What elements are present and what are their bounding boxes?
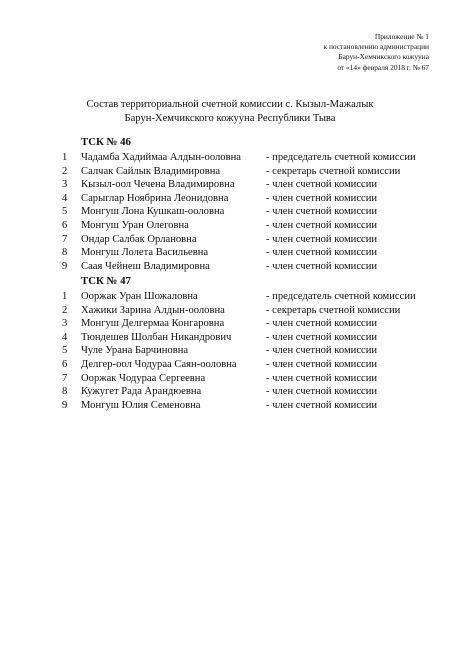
member-name: Ооржак Чодураа Сергеевна (81, 372, 206, 384)
member-row (0, 233, 460, 246)
member-role: - член счетной комиссии (266, 331, 378, 343)
appendix-line: к постановлению администрации (323, 42, 429, 52)
member-role: - член счетной комиссии (266, 318, 378, 330)
member-name: Монгуш Уран Олеговна (81, 220, 189, 231)
member-name: Тюндешев Шолбан Никандрович (81, 331, 232, 343)
section-heading: ТСК № 46 (81, 136, 131, 148)
member-role: - член счетной комиссии (266, 345, 378, 357)
appendix-line: от «14» февраля 2018 г. № 67 (337, 62, 429, 72)
member-name: Делгер-оол Чодураа Саян-ооловна (81, 359, 237, 370)
member-number: 3 (62, 318, 68, 330)
member-role: - член счетной комиссии (266, 399, 378, 411)
member-name: Ооржак Уран Шожаловна (81, 291, 198, 302)
member-row (0, 372, 460, 385)
member-number: 1 (62, 291, 68, 302)
member-number: 9 (62, 399, 68, 411)
member-role: - член счетной комиссии (266, 206, 378, 218)
member-number: 6 (62, 359, 68, 370)
member-row (0, 317, 460, 330)
member-number: 4 (62, 192, 68, 204)
appendix-line: Приложение № 1 (374, 32, 429, 41)
member-row (0, 290, 460, 303)
member-name: Монгуш Лолета Васильевна (81, 247, 209, 259)
member-role: - секретарь счетной комиссии (266, 304, 401, 316)
member-name: Монгуш Юлия Семеновна (81, 399, 201, 411)
member-row (0, 165, 460, 178)
appendix-header (324, 32, 429, 73)
member-row (0, 385, 460, 398)
member-number: 1 (62, 152, 68, 163)
appendix-line: Барун-Хемчикского кожууна (338, 52, 429, 62)
member-name: Кужугет Рада Арандюевна (81, 386, 202, 398)
member-row (0, 358, 460, 371)
member-row (0, 304, 460, 317)
title-line: Состав территориальной счетной комиссии с. Кызыл-Мажалык (86, 99, 374, 110)
member-number: 7 (62, 372, 68, 384)
member-number: 8 (62, 386, 68, 398)
member-row (0, 151, 460, 164)
member-role: - секретарь счетной комиссии (266, 165, 401, 177)
member-number: 8 (62, 247, 68, 259)
member-role: - член счетной комиссии (266, 386, 378, 398)
member-number: 2 (62, 165, 68, 177)
member-row (0, 399, 460, 412)
member-name: Ондар Салбак Орлановна (81, 233, 197, 245)
member-row (0, 260, 460, 273)
member-number: 7 (62, 233, 68, 245)
member-role: - член счетной комиссии (266, 192, 378, 204)
member-row (0, 344, 460, 357)
member-name: Кызыл-оол Чечена Владимировна (81, 179, 235, 191)
member-number: 9 (62, 260, 68, 272)
member-role: - председатель счетной комиссии (266, 152, 416, 163)
member-name: Салчак Сайлык Владимировна (81, 165, 221, 177)
member-role: - член счетной комиссии (266, 359, 378, 370)
member-name: Сарыглар Ноябрина Леонидовна (81, 192, 229, 204)
member-number: 4 (62, 331, 68, 343)
member-role: - член счетной комиссии (266, 372, 378, 384)
member-number: 5 (62, 345, 68, 357)
member-name: Монгуш Лона Кушкаш-ооловна (81, 206, 225, 218)
member-number: 6 (62, 220, 68, 231)
section-heading: ТСК № 47 (81, 275, 131, 287)
member-row (0, 205, 460, 218)
member-name: Саая Чейнеш Владимировна (81, 260, 210, 272)
document-title (0, 98, 460, 126)
member-name: Чадамба Хадиймаа Алдын-ооловна (81, 152, 241, 163)
member-row (0, 178, 460, 191)
member-name: Монгуш Делгермаа Конгаровна (81, 318, 225, 330)
member-row (0, 192, 460, 205)
member-row (0, 246, 460, 259)
member-number: 2 (62, 304, 68, 316)
member-row (0, 331, 460, 344)
member-role: - член счетной комиссии (266, 179, 378, 191)
member-role: - член счетной комиссии (266, 233, 378, 245)
member-role: - член счетной комиссии (266, 220, 378, 231)
title-line: Барун-Хемчикского кожууна Республики Тыва (124, 113, 336, 124)
member-name: Хажики Зарина Алдын-ооловна (81, 304, 225, 316)
member-role: - член счетной комиссии (266, 247, 378, 259)
member-name: Чуле Урана Барчиновна (81, 345, 189, 357)
member-number: 3 (62, 179, 68, 191)
member-role: - председатель счетной комиссии (266, 291, 416, 302)
member-row (0, 219, 460, 232)
member-role: - член счетной комиссии (266, 260, 378, 272)
member-number: 5 (62, 206, 68, 218)
